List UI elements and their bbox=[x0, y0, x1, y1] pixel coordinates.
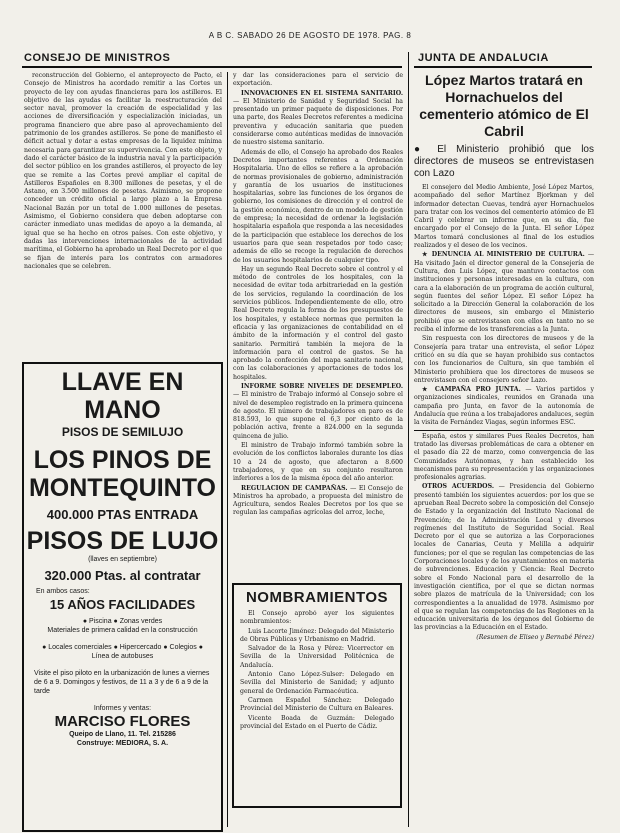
paragraph: — El Ministerio de Sanidad y Seguridad Social ha presentado un primer paquete de disposiciones. Por una parte, dos Reales Decretos referentes a medicina preventiva y educación sanitaria que pueden considerarse como auténticas medidas de innovación de nuestro sistema sanitario. bbox=[233, 97, 403, 147]
subheading-otros-acuerdos: OTROS ACUERDOS. bbox=[422, 483, 494, 491]
ad-facilities: 15 AÑOS FACILIDADES bbox=[49, 597, 196, 612]
subheading-denuncia: ★ DENUNCIA AL MINISTERIO DE CULTURA. bbox=[422, 251, 585, 259]
page-header: A B C. SABADO 26 DE AGOSTO DE 1978. PAG. 8 bbox=[208, 31, 412, 40]
subheading-sanitario: INNOVACIONES EN EL SISTEMA SANITARIO. bbox=[241, 89, 403, 97]
list-item: Salvador de la Rosa y Pérez: Vicerrector en Sevilla de la Universidad Politécnica de Andalucía. bbox=[240, 645, 394, 669]
ad-price-entrada: 400.000 PTAS ENTRADA bbox=[46, 507, 199, 522]
section-rule-left bbox=[22, 66, 402, 68]
ad-title-los-pinos: LOS PINOS DE bbox=[33, 446, 212, 474]
column-divider-left bbox=[227, 72, 228, 827]
nombramientos-list bbox=[234, 610, 400, 732]
paragraph: España, estos y similares Pues Reales Decretos, han tratado las diversas problemáticas de cara a obtener en el pasado día 22 de marzo, como convergencia de las Comunidades Autónomas, y han establecido los mecanismos para su representación y las organizaciones profesionales agrarias. bbox=[414, 432, 594, 482]
ad-title-montequinto: MONTEQUINTO bbox=[28, 474, 217, 502]
ad-price-contratar: 320.000 Ptas. al contratar bbox=[44, 568, 201, 583]
ad-both-cases: En ambos casos: bbox=[36, 588, 90, 595]
real-estate-ad bbox=[22, 362, 223, 832]
list-item: Luis Lacorte Jiménez: Delegado del Ministerio de Obras Públicas y Urbanismo en Madrid. bbox=[240, 627, 394, 643]
section-title-consejo: CONSEJO DE MINISTROS bbox=[24, 52, 171, 64]
ad-features-2: ● Locales comerciales ● Hipercercado ● Colegios ● Línea de autobuses bbox=[42, 644, 203, 660]
ad-keys-note: (llaves en septiembre) bbox=[88, 556, 157, 563]
ad-title-pisos-lujo: PISOS DE LUJO bbox=[26, 527, 219, 555]
list-item: Vicente Boada de Guzmán: Delegado provincial del Estado en el Puerto de Cádiz. bbox=[240, 714, 394, 730]
divider bbox=[414, 430, 594, 431]
column-divider-right bbox=[408, 52, 409, 827]
ad-features-1: ● Piscina ● Zonas verdes Materiales de primera calidad en la construcción bbox=[47, 618, 198, 634]
paragraph: — Presidencia del Gobierno presentó también los siguientes acuerdos: por los que se aprueban Real Decreto sobre la composición del Consejo de Estado y la organización del Instituto Nacional de Prevención; de la Administración Local y diversos regímenes del Instituto de Seguridad Social. Real Decreto por el que se autoriza a las Corporaciones locales de Canarias, Ceuta y Melilla a adquirir funciones; por el que se regulan las competencias de las Corporaciones locales y de los ayuntamientos en materia de subvenciones. Educación y Ciencia: Real Decreto sobre el Fondo Nacional para el desarrollo de la investigación científica, por el que se dictan normas sobre plazos de matrícula de la Universidad; con los correspondientes a la anualidad de 1978. Asimismo por el que se regulan las competencias de las Regiones en la educación universitaria de los órganos del Gobierno de las provincias a la Educación en el Estado. bbox=[414, 483, 594, 632]
paragraph: Hay un segundo Real Decreto sobre el control y el método de controles de los hospitales, con la necesidad de evitar toda arbitrariedad en la gestión de los servicios, regulando la coordinación de los servicios públicos. Independientemente de ello, otro Real Decreto regula la forma de los presupuestos de los hospitales, y establece normas que permiten la eficacia y las organizaciones de contabilidad en el ámbito de la información y el control del gasto sanitario. Permitirá también la mejora de la información para el control de gastos. Se ha aprobado la confección del mapa sanitario nacional, con las colaboraciones y aportaciones de todos los hospitales. bbox=[233, 265, 403, 381]
article-deck: ● El Ministerio prohibió que los directores de museos se entrevistasen con Lazo bbox=[414, 144, 594, 179]
subheading-campanas: REGULACION DE CAMPAÑAS. bbox=[241, 484, 348, 492]
paragraph: reconstrucción del Gobierno, el anteproyecto de Pacto, el Consejo de Ministros ha acordado remitir a las Cortes un proyecto de ley con ayudas financieras para los astilleros. El objetivo de las ayudas es facilitar la reestructuración del sector naval, promover la creación de especialidad y las acciones de diversificación y especialización iniciadas, un programa financiero que abre paso al aprovechamiento del patrimonio de los grandes astilleros. Se pone de manifiesto el déficit actual y dotar a estas empresas de la liquidez mínima necesaria para garantizar su supervivencia. Con este objeto, y dado el carácter básico de la industria naval y la participación del sector público en los grandes astilleros, el proyecto de ley que se remite a las Cortes prevé ampliar el capital de Astilleros Españoles en 8.300 millones de pesetas, y el de Astano, en 3.500 millones de pesetas. Asimismo, se propone conceder un crédito oficial a largo plazo a la Empresa Nacional Bazán por un total de 1.000 millones de pesetas. Asimismo, el Gobierno considera que deben adoptarse con carácter inmediato unas medidas de apoyo a la demanda, al igual que se ha hecho en otros países. Con este objetivo, y dadas las intervenciones internacionales de la actividad marítima, el Gobierno ha aprobado un Real Decreto por el que se fijan de interés para los contratos con armadores nacionales que se celebren. bbox=[24, 72, 222, 270]
list-item: Carmen Español Sánchez: Delegado Provincial del Ministerio de Cultura en Baleares. bbox=[240, 696, 394, 713]
subheading-desempleo: INFORME SOBRE NIVELES DE DESEMPLEO. bbox=[241, 382, 403, 390]
nombramientos-box bbox=[232, 583, 402, 808]
article-text-col2 bbox=[233, 72, 403, 577]
article-signature: (Resumen de Eliseo y Bernabé Pérez) bbox=[476, 633, 594, 641]
ad-headline: LLAVE EN MANO bbox=[61, 368, 184, 424]
ad-visit-info: Visite el piso piloto en la urbanización de lunes a viernes de 6 a 9. Domingos y festivos, de 11 a 3 y de 6 a 9 de la tarde bbox=[34, 670, 210, 695]
article-headline: López Martos tratará en Hornachuelos del cementerio atómico de El Cabril bbox=[419, 72, 589, 139]
ad-agent-name: MARCISO FLORES bbox=[54, 713, 191, 730]
ad-builder: Construye: MEDIORA, S. A. bbox=[76, 740, 169, 747]
section-rule-right bbox=[414, 66, 592, 68]
paragraph: — Varios partidos y organizaciones sindicales, reunidos en Granada una campaña pro Junta, en favor de la autonomía de Andalucía que reúna a los trabajadores andaluces, según la visita de Fernández Viagas, según informes ESC. bbox=[414, 386, 594, 427]
ad-address: Queipo de Llano, 11. Tel. 215286 bbox=[69, 731, 176, 738]
paragraph: El ministro de Trabajo informó también sobre la evolución de los conflictos laborales durante los días 10 a 24 de agosto, que afectaron a 8.600 trabajadores, y que en su conjunto resultaron inferiores a los de la misma época del año anterior. bbox=[233, 442, 403, 483]
list-item: Antonio Cano López-Sulser: Delegado en Sevilla del Ministerio de Sanidad; y adjunto general de Ordenación Farmacéutica. bbox=[240, 671, 394, 695]
nombramientos-title: NOMBRAMIENTOS bbox=[245, 589, 389, 606]
paragraph: El consejero del Medio Ambiente, José López Martos, acompañado del señor Martínez Bjorkman y del informador detectan Cuevas, tendrá ayer Hornachuelos para tratar con los vecinos del cementerio atómico de El Cabril y celebrar un informe que, en su día, fue encargado por el Consejo de la Junta. El señor López Martos tomará conclusiones al final de los estudios realizados y el deseo de los vecinos. bbox=[414, 184, 594, 250]
section-title-junta: JUNTA DE ANDALUCIA bbox=[418, 52, 549, 64]
article-text-col1 bbox=[24, 72, 222, 354]
subheading-campana: ★ CAMPAÑA PRO JUNTA. bbox=[422, 386, 521, 394]
ad-subhead-semilujo: PISOS DE SEMILUJO bbox=[61, 425, 184, 439]
article-text-col3 bbox=[414, 72, 594, 832]
paragraph: — Ha visitado Jaén el director general de la Consejería de Cultura, don Luis López, que mantuvo contactos con instituciones y personas interesadas en la cultura, con cara a la elaboración de un programa de acción cultural, según fuentes del señor López. El señor López ha solicitado a la Dirección General la colaboración de los directores de museos, sin embargo el Ministerio prohibió que se entrevistasen con ellos en tanto no se reciba el informe de los transferencias a la Junta. bbox=[414, 251, 594, 334]
paragraph: Además de ello, el Consejo ha aprobado dos Reales Decretos importantes referentes a Ordenación Hospitalaria. Uno de ellos se refiere a la aprobación de normas provisionales de gobierno, administración y garantía de los usuarios de instituciones hospitalarias, sobre las funciones de los órganos de gobierno, los comisiones de dirección y el control de la gestión económica, dentro de un modelo de gestión de empresa; la necesidad de ordenar la legislación hospitalaria española que responda a las necesidades de la participación que establece los derechos de los usuarios para que sean respetados por todo caso; además de ello se recoge la regulación de derechos de los usuarios hospitalarios de cualquier tipo. bbox=[233, 148, 403, 264]
ad-sales-label: Informes y ventas: bbox=[93, 705, 152, 712]
paragraph: y dar las consideraciones para el servicio de exportación. bbox=[233, 72, 403, 88]
nombramientos-intro: El Consejo aprobó ayer los siguientes nombramientos: bbox=[240, 610, 394, 626]
paragraph: — El Consejo de Ministros ha aprobado, a propuesta del ministro de Agricultura, sendos Reales Decretos por los que se regulan las campañas agrícolas del arroz, leche, bbox=[233, 484, 403, 517]
paragraph: Sin respuesta con los directores de museos y de la Consejería para tratar una entrevista, el señor López criticó en su día que se hayan prohibido sus contactos con los funcionarios de Cultura, sin que también el Ministerio prohibiera que los directores de museos se entrevistasen con el consejero señor Lazo. bbox=[414, 335, 594, 384]
paragraph: — El ministro de Trabajo informó al Consejo sobre el nivel de desempleo registrado en la primera quincena de agosto. El número de trabajadores en paro es de 818.593, lo que supone el 6,3 por ciento de la población activa, frente a 824.000 en la segunda quincena de julio. bbox=[233, 391, 403, 440]
